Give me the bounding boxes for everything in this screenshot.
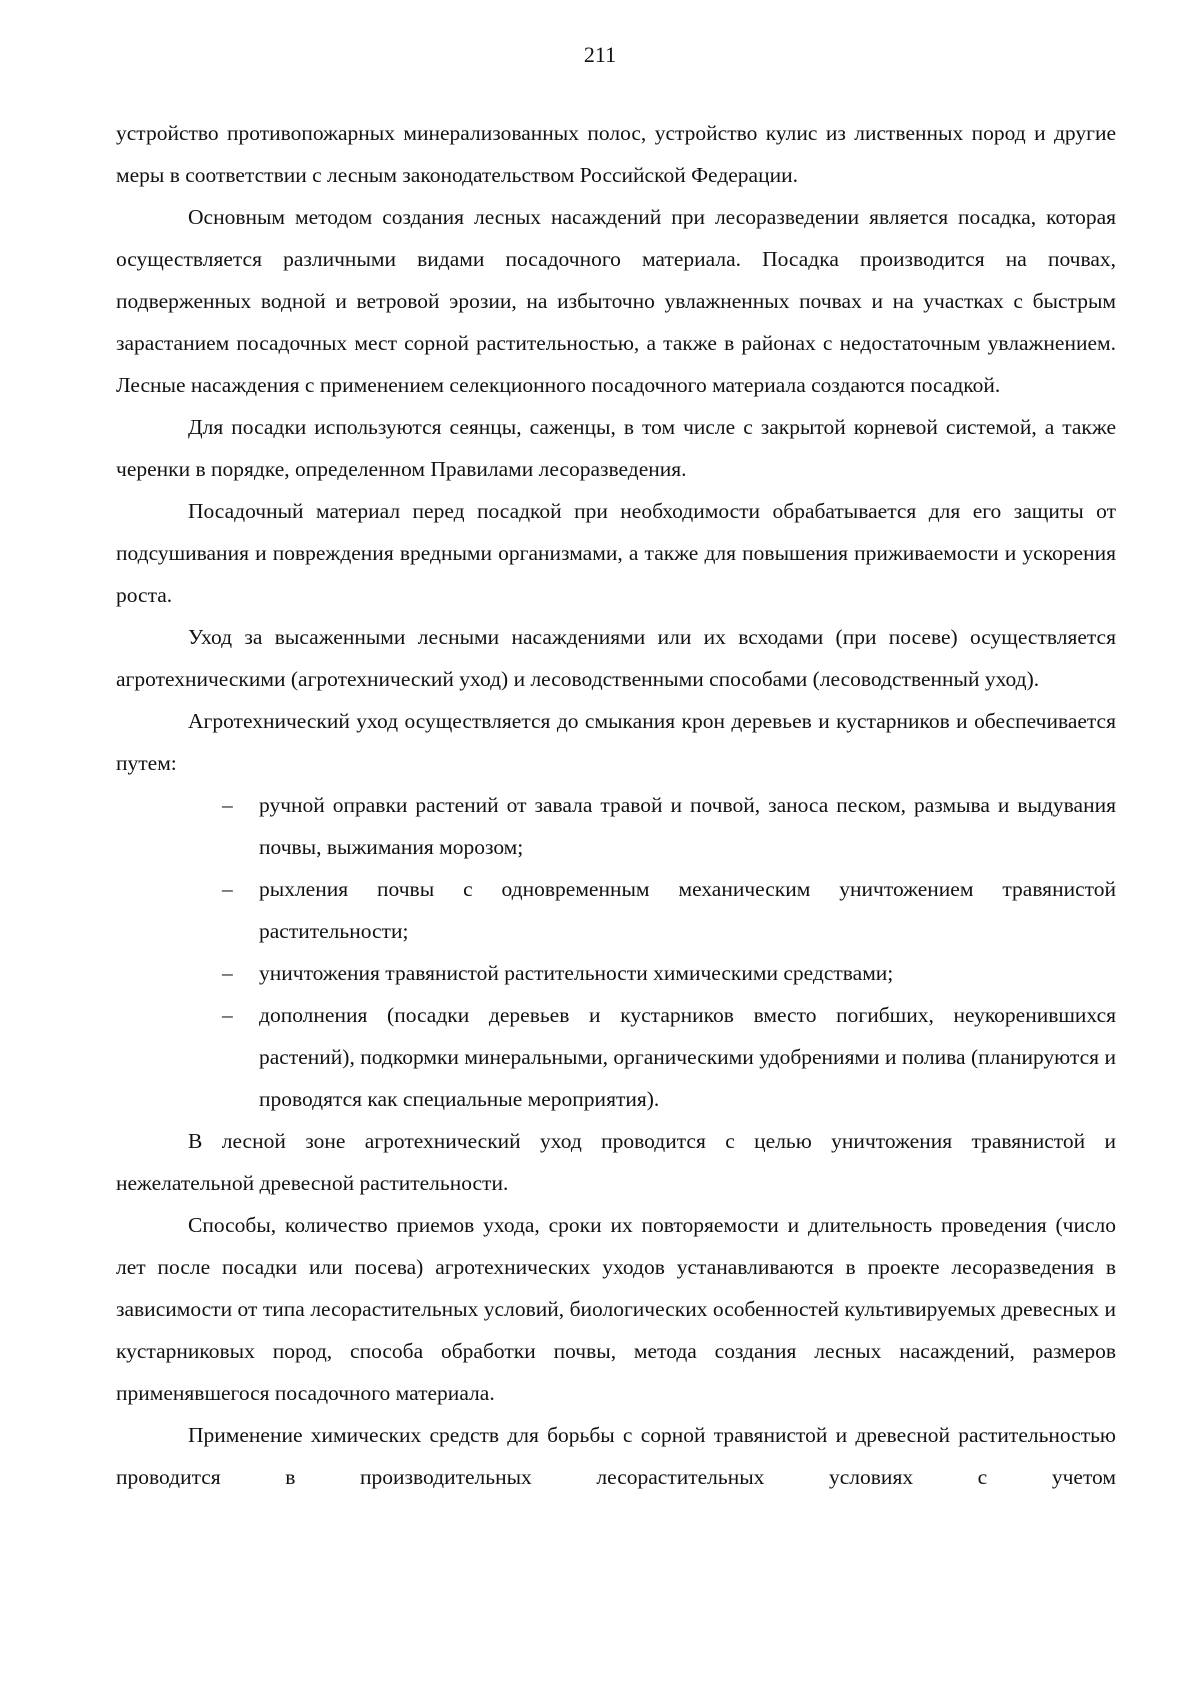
paragraph-continued: устройство противопожарных минерализованных полос, устройство кулис из лиственных пород и другие меры в соответствии с лесным законодательством Российской Федерации.: [116, 121, 1116, 187]
care-measures-list: [116, 784, 1116, 1120]
list-item: [116, 994, 1116, 1120]
paragraph-forest-zone-care: В лесной зоне агротехнический уход проводится с целью уничтожения травянистой и нежелательной древесной растительности.: [116, 1129, 1116, 1195]
document-body: [116, 112, 1116, 1498]
list-item-text: ручной оправки растений от завала травой и почвой, заноса песком, размыва и выдувания почвы, выжимания морозом;: [259, 793, 1116, 859]
paragraph-planting-material-types: Для посадки используются сеянцы, саженцы, в том числе с закрытой корневой системой, а также черенки в порядке, определенном Правилами лесоразведения.: [116, 415, 1116, 481]
list-dash-marker: –: [222, 1003, 233, 1027]
list-item-text: уничтожения травянистой растительности химическими средствами;: [259, 961, 894, 985]
list-item-text: дополнения (посадки деревьев и кустарников вместо погибших, неукоренившихся растений), подкормки минеральными, органическими удобрениями и полива (планируются и проводятся как специальные мероприятия).: [259, 1003, 1116, 1111]
list-item: [116, 952, 1116, 994]
list-item: [116, 868, 1116, 952]
paragraph-agrotechnical-care-intro: Агротехнический уход осуществляется до смыкания крон деревьев и кустарников и обеспечивается путем:: [116, 709, 1116, 775]
paragraph-care-scheduling: Способы, количество приемов ухода, сроки их повторяемости и длительность проведения (число лет после посадки или посева) агротехнических уходов устанавливаются в проекте лесоразведения в зависимости от типа лесорастительных условий, биологических особенностей культивируемых древесных и кустарниковых пород, способа обработки почвы, метода создания лесных насаждений, размеров применявшегося посадочного материала.: [116, 1213, 1116, 1405]
paragraph-care-methods: Уход за высаженными лесными насаждениями или их всходами (при посеве) осуществляется агротехническими (агротехнический уход) и лесоводственными способами (лесоводственный уход).: [116, 625, 1116, 691]
list-dash-marker: –: [222, 793, 233, 817]
paragraph-chemical-means: Применение химических средств для борьбы с сорной травянистой и древесной растительностью проводится в производительных лесорастительных условиях с учетом: [116, 1423, 1116, 1489]
page-number: 211: [583, 42, 617, 67]
list-dash-marker: –: [222, 961, 233, 985]
paragraph-planting-method: Основным методом создания лесных насаждений при лесоразведении является посадка, которая осуществляется различными видами посадочного материала. Посадка производится на почвах, подверженных водной и ветровой эрозии, на избыточно увлажненных почвах и на участках с быстрым зарастанием посадочных мест сорной растительностью, а также в районах с недостаточным увлажнением. Лесные насаждения с применением селекционного посадочного материала создаются посадкой.: [116, 205, 1116, 397]
list-dash-marker: –: [222, 877, 233, 901]
list-item: [116, 784, 1116, 868]
paragraph-material-treatment: Посадочный материал перед посадкой при необходимости обрабатывается для его защиты от подсушивания и повреждения вредными организмами, а также для повышения приживаемости и ускорения роста.: [116, 499, 1116, 607]
list-item-text: рыхления почвы с одновременным механическим уничтожением травянистой растительности;: [259, 877, 1116, 943]
